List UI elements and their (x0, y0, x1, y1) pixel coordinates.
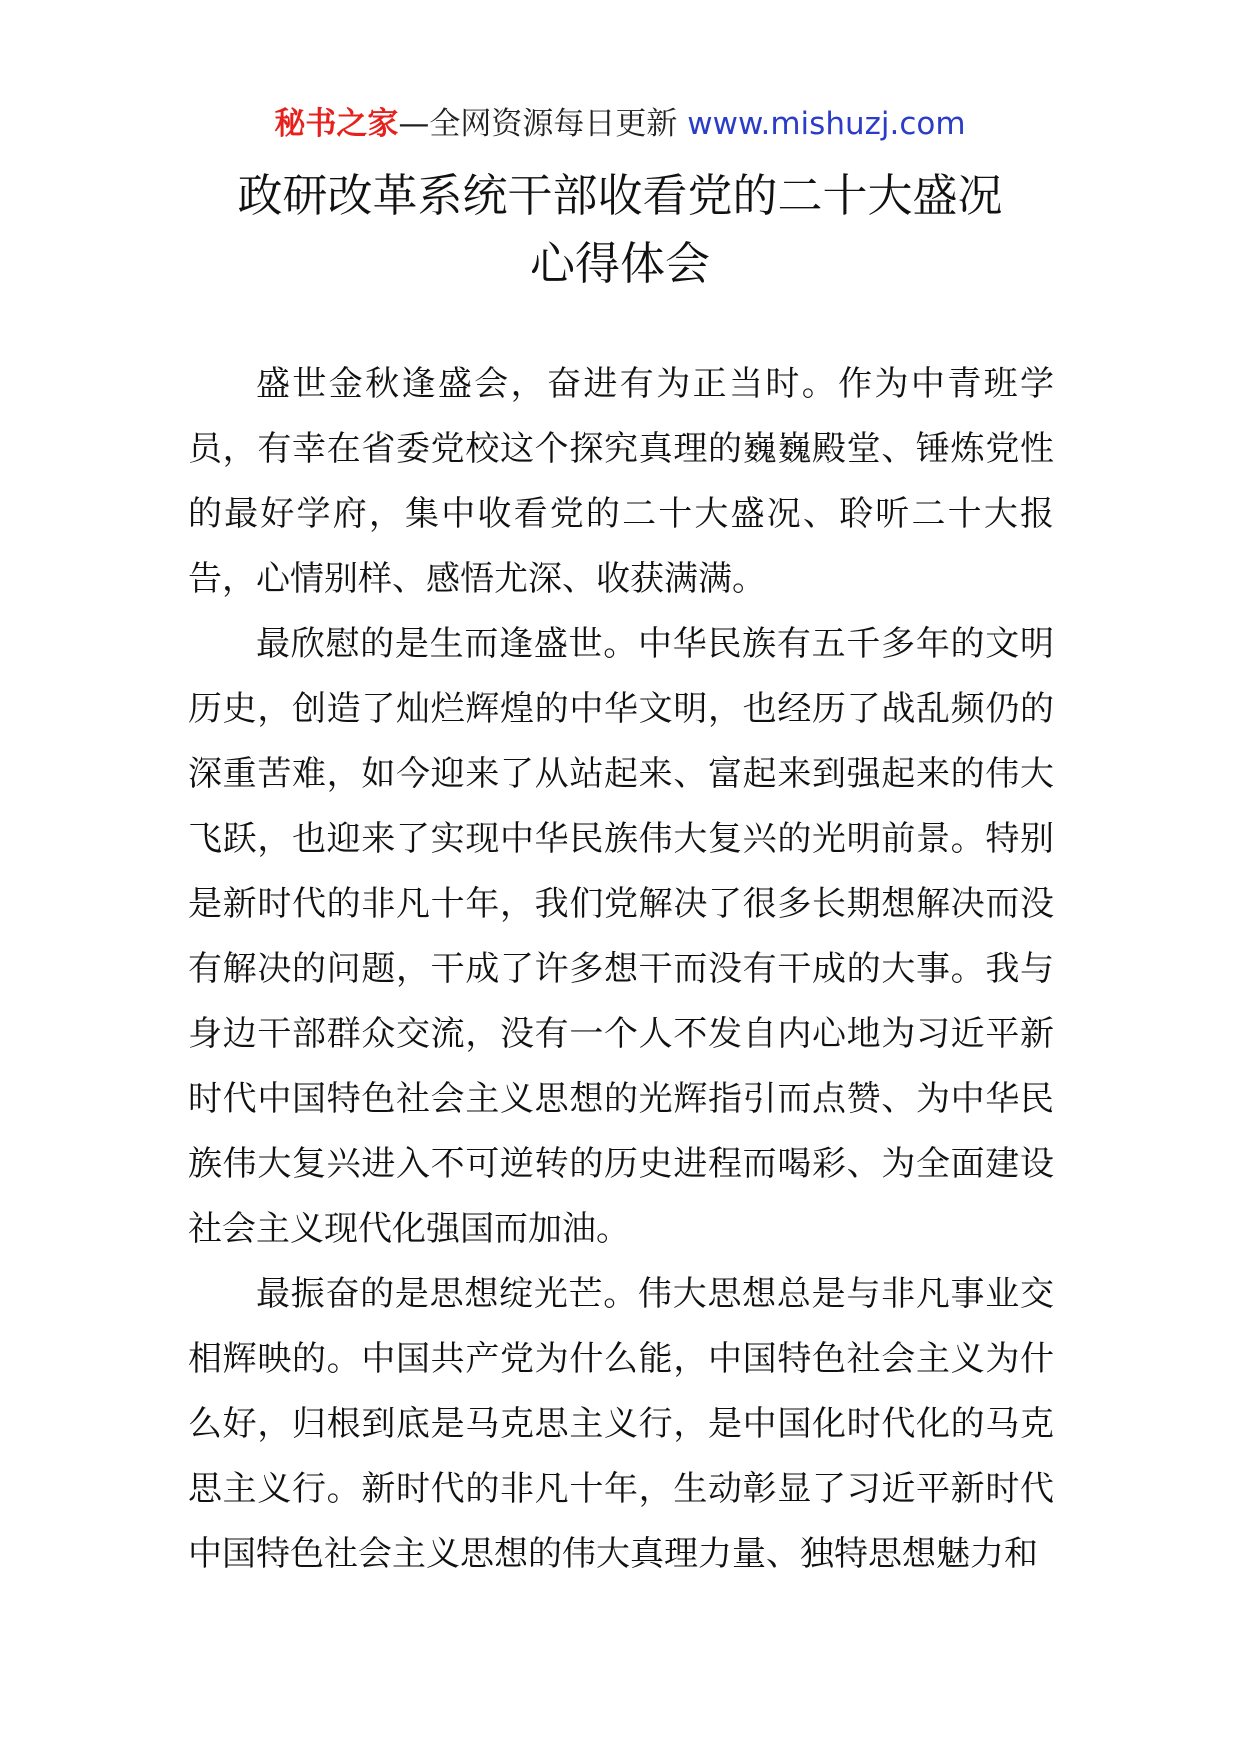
paragraph-3: 最振奋的是思想绽光芒。伟大思想总是与非凡事业交相辉映的。中国共产党为什么能，中国特色社会主义为什么好，归根到底是马克思主义行，是中国化时代化的马克思主义行。新时代的非凡十年，生动彰显了习近平新时代中国特色社会主义思想的伟大真理力量、独特思想魅力和 (188, 1274, 1054, 1574)
paragraph-2: 最欣慰的是生而逢盛世。中华民族有五千多年的文明历史，创造了灿烂辉煌的中华文明，也经历了战乱频仍的深重苦难，如今迎来了从站起来、富起来到强起来的伟大飞跃，也迎来了实现中华民族伟大复兴的光明前景。特别是新时代的非凡十年，我们党解决了很多长期想解决而没有解决的问题，干成了许多想干而没有干成的大事。我与身边干部群众交流，没有一个人不发自内心地为习近平新时代中国特色社会主义思想的光辉指引而点赞、为中华民族伟大复兴进入不可逆转的历史进程而喝彩、为全面建设社会主义现代化强国而加油。 (188, 624, 1054, 1249)
header-tagline: —全网资源每日更新 (398, 106, 688, 142)
title-line-1: 政研改革系统干部收看党的二十大盛况 (237, 169, 1003, 222)
paragraph-1: 盛世金秋逢盛会，奋进有为正当时。作为中青班学员，有幸在省委党校这个探究真理的巍巍殿堂、锤炼党性的最好学府，集中收看党的二十大盛况、聆听二十大报告，心情别样、感悟尤深、收获满满。 (188, 364, 1054, 599)
title-line-2: 心得体会 (529, 237, 710, 290)
brand-name: 秘书之家 (274, 106, 399, 142)
document-title (0, 162, 1240, 298)
site-url: www.mishuzj.com (687, 106, 966, 142)
document-body (188, 352, 1054, 1587)
site-header (0, 102, 1240, 146)
